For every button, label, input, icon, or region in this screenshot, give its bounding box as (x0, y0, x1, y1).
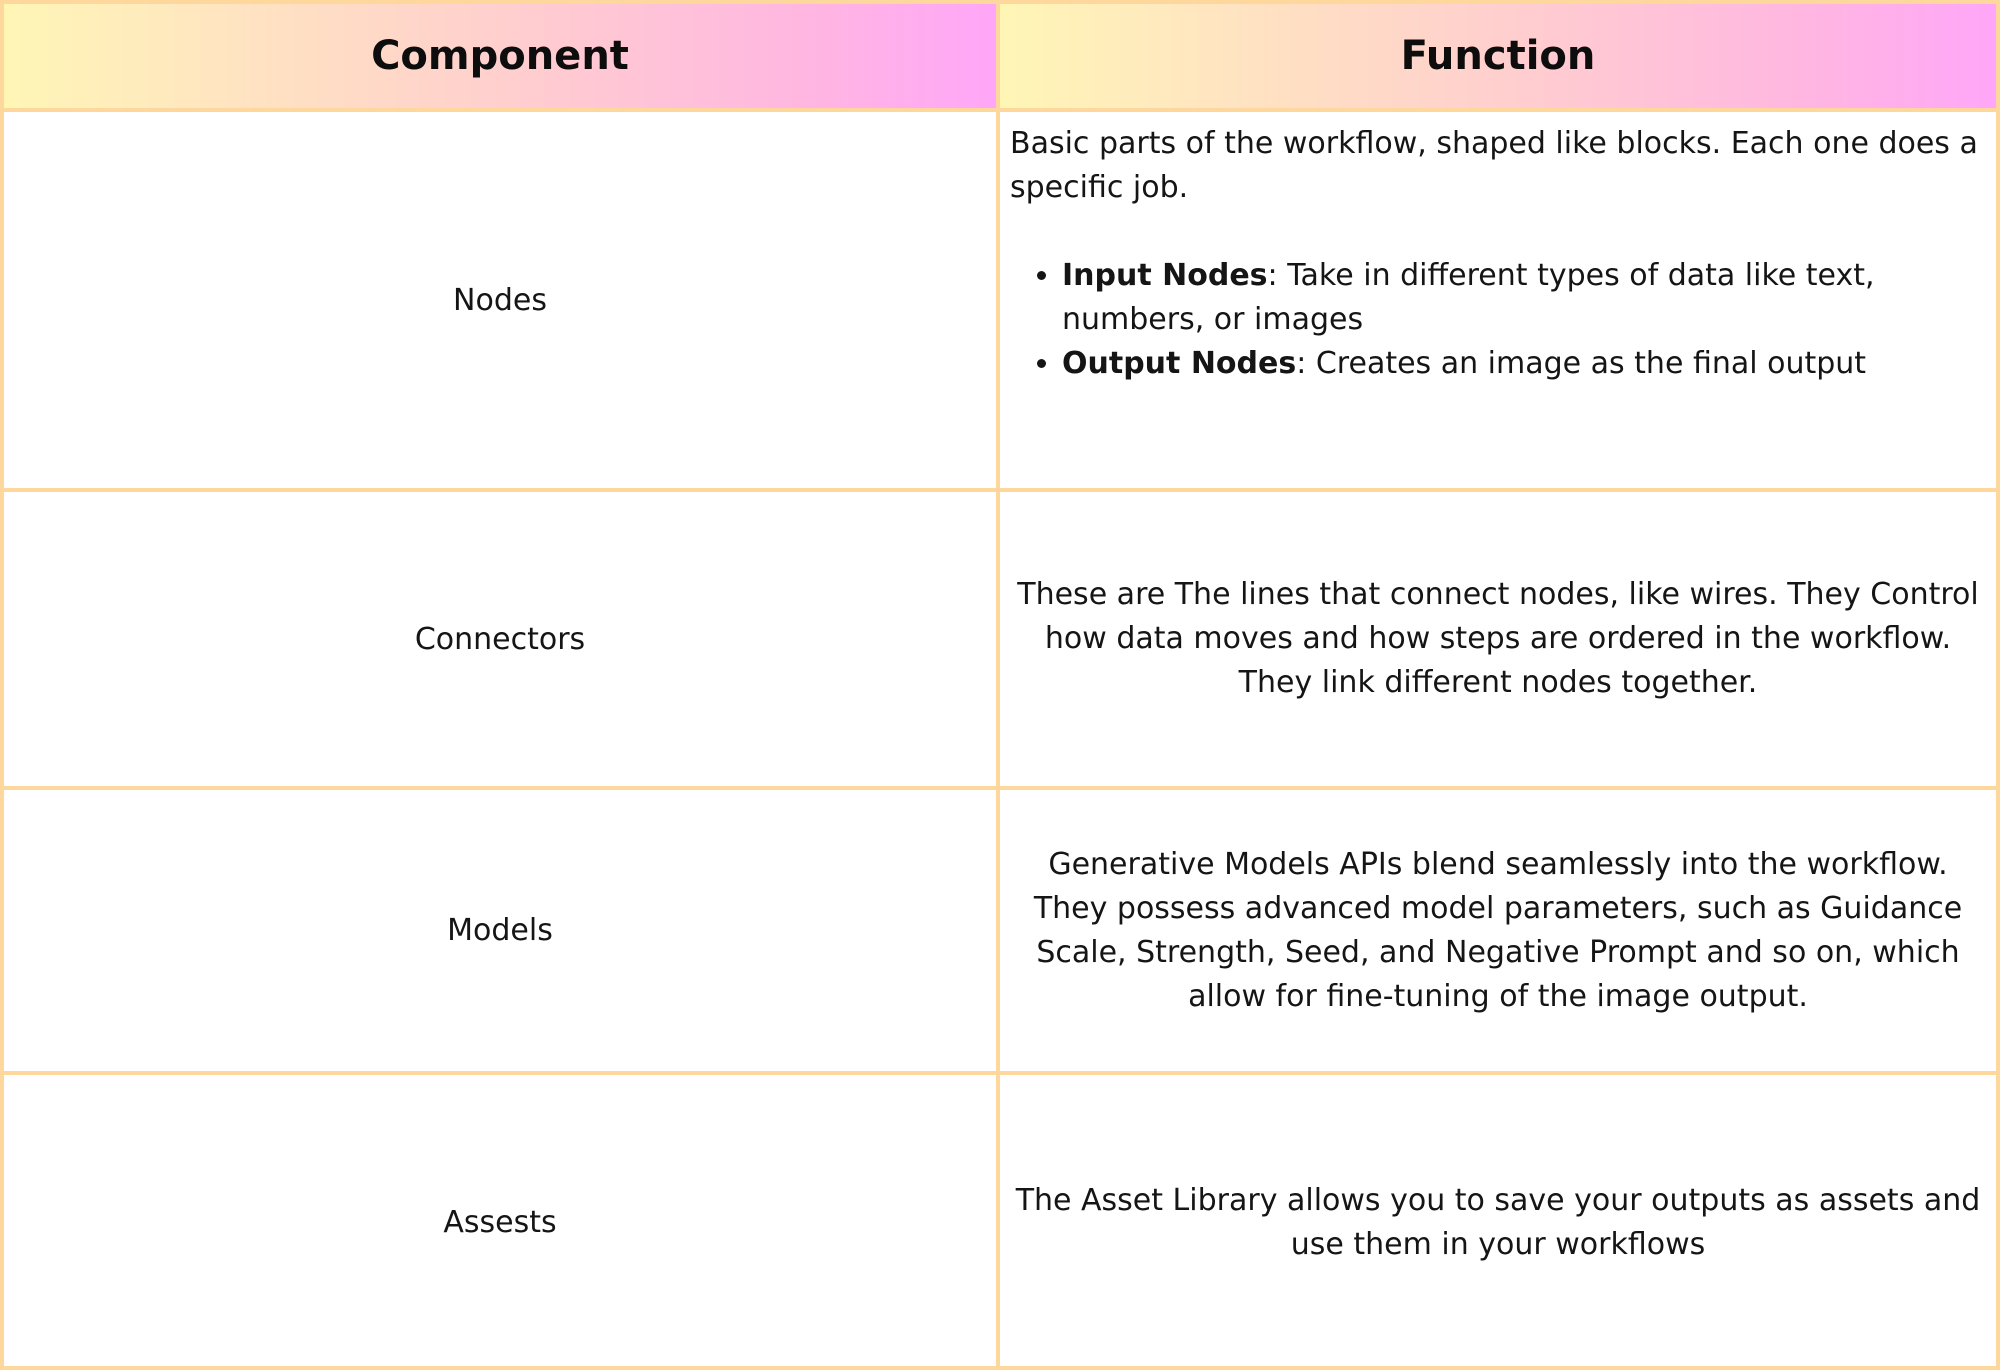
function-intro: Basic parts of the workflow, shaped like blocks. Each one does a specific job. (1010, 126, 1978, 205)
bullet-term: Output Nodes (1062, 346, 1297, 381)
list-item (1062, 254, 1986, 342)
component-name: Nodes (453, 282, 547, 318)
table-row (4, 786, 1996, 1071)
header-component-label: Component (371, 33, 629, 79)
bullet-desc: : Take in different types of data like text, numbers, or images (1062, 258, 1875, 337)
function-cell (1000, 112, 1996, 488)
component-cell (4, 112, 1000, 488)
function-description (1000, 112, 1996, 386)
function-cell (1000, 492, 1996, 786)
header-cell-function (1000, 4, 1996, 108)
component-name: Assests (443, 1205, 557, 1240)
function-description: These are The lines that connect nodes, like wires. They Control how data moves and how steps are ordered in the workflow. They link different nodes together. (1017, 577, 1979, 700)
component-name: Connectors (414, 621, 586, 657)
component-cell (4, 1075, 1000, 1370)
component-cell (4, 492, 1000, 786)
component-name: Models (447, 913, 553, 948)
function-cell (1000, 790, 1996, 1071)
function-description: Generative Models APIs blend seamlessly into the workflow. They possess advanced model parameters, such as Guidance Scale, Strength, Seed, and Negative Prompt and so on, which allow for fine-tuning of the image output. (1033, 846, 1963, 1014)
header-function-label: Function (1400, 33, 1596, 79)
bullet-desc: : Creates an image as the final output (1296, 346, 1867, 381)
header-cell-component (4, 4, 1000, 108)
function-description: The Asset Library allows you to save your outputs as assets and use them in your workflows (1015, 1182, 1981, 1262)
table-row (4, 108, 1996, 488)
table-row (4, 1071, 1996, 1370)
bullet-term: Input Nodes (1062, 258, 1268, 293)
table-header-row (4, 4, 1996, 108)
table-row (4, 488, 1996, 786)
node-types-list (1010, 254, 1986, 386)
list-item (1062, 342, 1986, 386)
function-cell (1000, 1075, 1996, 1370)
component-cell (4, 790, 1000, 1071)
